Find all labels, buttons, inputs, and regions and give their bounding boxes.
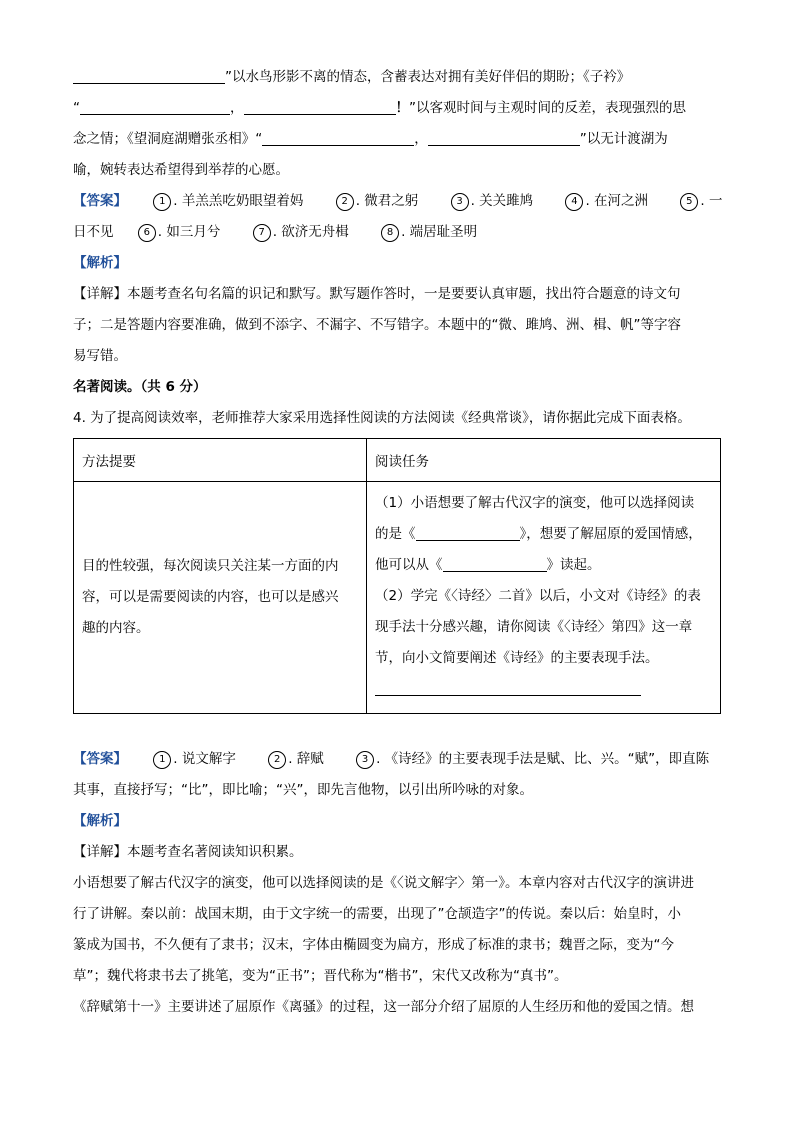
circled-number: 8 (381, 224, 399, 242)
answer-blank[interactable] (428, 127, 580, 146)
answer-blank[interactable] (244, 96, 396, 115)
answer-tag: 【答案】 (73, 751, 127, 767)
analysis-tag: 【解析】 (73, 255, 127, 271)
circled-number: 1 (153, 193, 171, 211)
circled-number: 7 (253, 224, 271, 242)
poem-fill-line-2: “ ， ！”以客观时间与主观时间的反差，表现强烈的思 (73, 93, 721, 124)
answer-blank[interactable] (73, 65, 225, 84)
answer-blank[interactable] (443, 553, 547, 572)
circled-number: 5 (680, 193, 698, 211)
circled-number: 4 (565, 193, 583, 211)
reading-task-cell: （1）小语想要了解古代汉字的演变，他可以选择阅读 的是《 》，想要了解屈原的爱国情感， 他可以从《 》读起。 （2）学完《〈诗经〉二首》以后，小文对《诗经》的表 现手法十分感兴趣，请你阅读《〈诗经〉第四》这一章 节，向小文简要阐述《诗经》的主要表现手法。 (367, 482, 721, 714)
answer-2-line-1: 【答案】 1 . 说文解字 2 . 辞赋 3 . 《诗经》的主要表现手法是赋、比、兴。“赋”，即直陈 (73, 751, 710, 767)
poem-fill-line-3: 念之情；《望洞庭湖赠张丞相》“ ， ”以无计渡湖为 (73, 124, 721, 155)
analysis-2-text: 篆成为国书，不久便有了隶书；汉末，字体由椭圆变为扁方，形成了标准的隶书；魏晋之际，变为“今 (73, 937, 674, 953)
question-4: 4. 为了提高阅读效率，老师推荐大家采用选择性阅读的方法阅读《经典常谈》，请你据此完成下面表格。 (73, 410, 691, 426)
answer-2-line-2: 其事，直接抒写；“比”，即比喻；“兴”，即先言他物，以引出所吟咏的对象。 (73, 782, 533, 798)
analysis-1-text: 易写错。 (73, 348, 127, 364)
circled-number: 3 (356, 751, 374, 769)
analysis-2-text: 小语想要了解古代汉字的演变，他可以选择阅读的是《〈说文解字〉第一》。本章内容对古代汉字的演讲进 (73, 875, 694, 891)
circled-number: 1 (153, 751, 171, 769)
circled-number: 2 (268, 751, 286, 769)
circled-number: 2 (336, 193, 354, 211)
circled-number: 6 (138, 224, 156, 242)
analysis-2-text: 【详解】本题考查名著阅读知识积累。 (73, 844, 303, 860)
analysis-2-text: 行了讲解。秦以前：战国末期，由于文字统一的需要，出现了”仓颉造字”的传说。秦以后：始皇时，小 (73, 906, 681, 922)
analysis-1-text: 【详解】本题考查名句名篇的识记和默写。默写题作答时，一是要要认真审题，找出符合题意的诗文句 (73, 286, 681, 302)
answer-1-line-1 (73, 186, 721, 217)
reading-method-table (73, 438, 721, 714)
answer-1-line-2: 日不见 6 . 如三月兮 7 . 欲济无舟楫 8 . 端居耻圣明 (73, 224, 478, 240)
table-header-task: 阅读任务 (367, 439, 721, 482)
table-header-row (74, 439, 721, 482)
analysis-2-text: 草”；魏代将隶书去了挑笔，变为“正书”；晋代称为“楷书”，宋代又改称为“真书”。 (73, 968, 568, 984)
answer-blank[interactable] (80, 96, 230, 115)
document-page (73, 62, 721, 1023)
analysis-1-text: 子；二是答题内容要准确，做到不添字、不漏字、不写错字。本题中的“微、雎鸠、洲、楫、帆”等字容 (73, 317, 681, 333)
answer-blank[interactable] (416, 522, 520, 541)
answer-blank[interactable] (375, 677, 641, 696)
table-row (74, 482, 721, 714)
method-description-cell: 目的性较强，每次阅读只关注某一方面的内 容，可以是需要阅读的内容，也可以是感兴 趣的内容。 (74, 482, 367, 714)
table-header-method: 方法提要 (74, 439, 367, 482)
analysis-tag: 【解析】 (73, 813, 127, 829)
poem-fill-line-1: ”以水鸟形影不离的情态，含蓄表达对拥有美好伴侣的期盼；《子衿》 (73, 62, 721, 93)
poem-fill-line-4: 喻，婉转表达希望得到举荐的心愿。 (73, 162, 289, 178)
answer-blank[interactable] (262, 127, 414, 146)
answer-tag: 【答案】 (73, 193, 127, 209)
circled-number: 3 (451, 193, 469, 211)
section-heading: 名著阅读。（共 6 分） (73, 379, 207, 395)
answer-items: 1 . 羊羔羔吃奶眼望着妈 2 . 微君之躬 3 . 关关雎鸠 4 . 在河之洲 5 . 一 (153, 186, 722, 217)
analysis-2-text: 《辞赋第十一》主要讲述了屈原作《离骚》的过程，这一部分介绍了屈原的人生经历和他的爱国之情。想 (73, 999, 694, 1015)
